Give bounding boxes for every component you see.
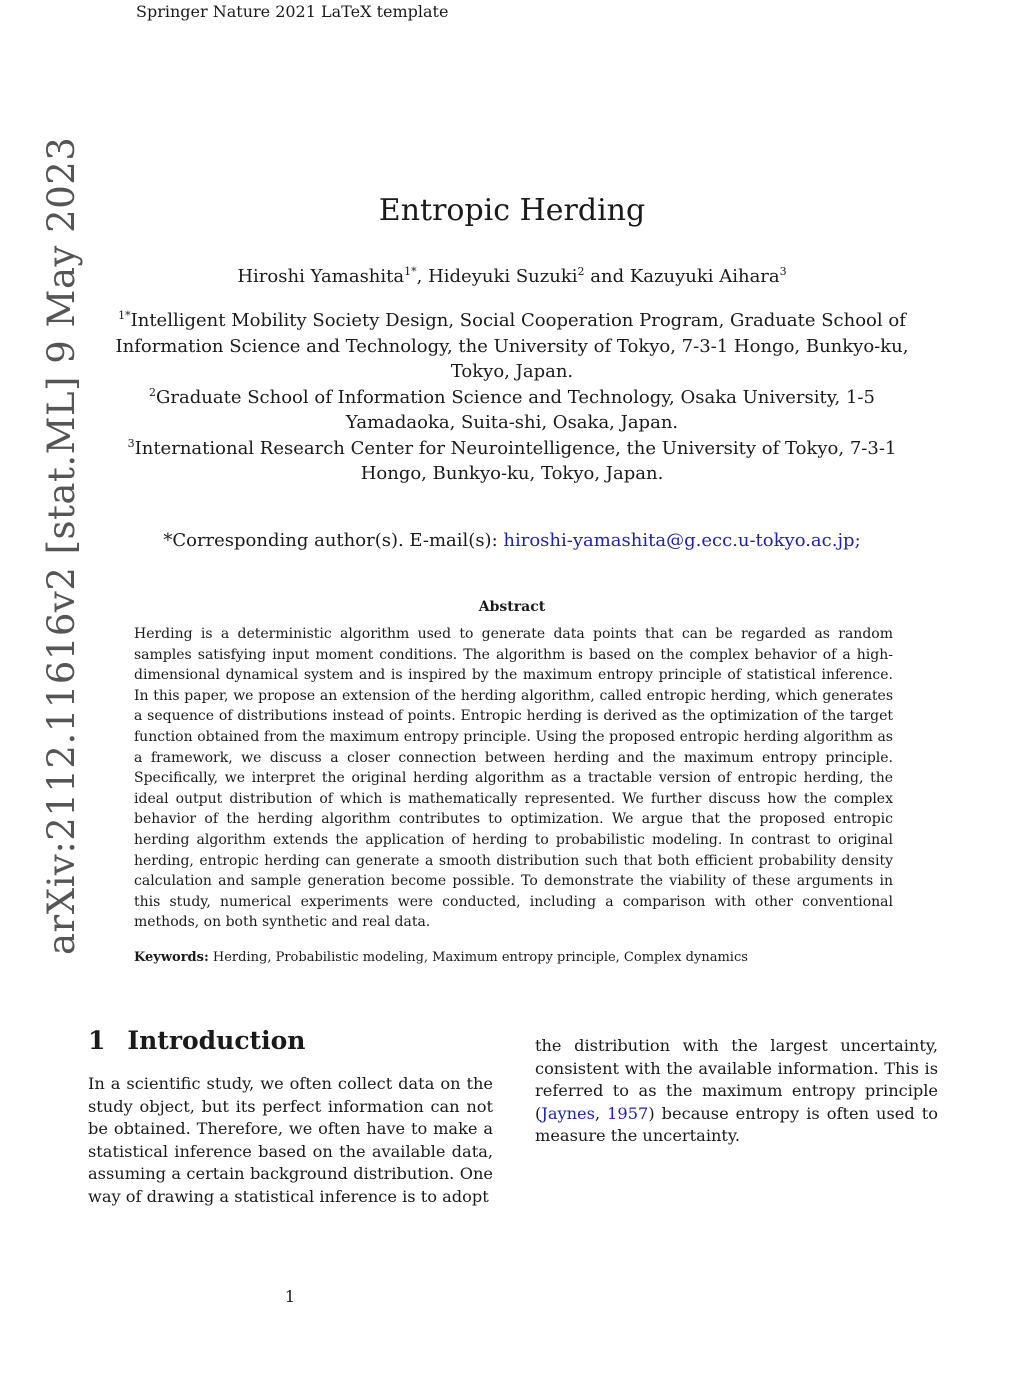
affiliation-mark: 2 bbox=[149, 385, 157, 399]
intro-left-column: In a scientific study, we often collect data on the study object, but its perfect information can not be obtained. Therefore, we often have to make a statistical inference based on the available data, assuming a certain background distribution. One way of drawing a statistical inference is to adopt bbox=[88, 1074, 493, 1206]
section-heading bbox=[88, 1026, 305, 1055]
author-name: Kazuyuki Aihara bbox=[629, 266, 780, 287]
affiliation bbox=[110, 308, 914, 385]
author-separator: and bbox=[584, 266, 630, 287]
running-head bbox=[136, 2, 448, 21]
abstract-heading: Abstract bbox=[478, 599, 546, 615]
section-title: Introduction bbox=[127, 1026, 306, 1055]
author-name: Hiroshi Yamashita bbox=[237, 266, 405, 287]
author-mark: 2 bbox=[577, 265, 585, 278]
keywords-text: Herding, Probabilistic modeling, Maximum entropy principle, Complex dynamics bbox=[212, 950, 748, 965]
paper-title: Entropic Herding bbox=[378, 193, 646, 228]
affiliation-text: Graduate School of Information Science and Technology, Osaka University, 1-5 Yamadaoka, Suita-shi, Osaka, Japan. bbox=[156, 386, 875, 433]
intro-right-text: the distribution with the largest uncertainty, consistent with the available information. This is referred to as the maximum entropy principle ( bbox=[535, 1036, 938, 1123]
affiliation bbox=[110, 385, 914, 436]
corresponding-author bbox=[0, 530, 1024, 551]
affiliations bbox=[110, 308, 914, 487]
intro-right-text-end: ) because entropy is often used to measure the uncertainty. bbox=[535, 1103, 938, 1146]
affiliation-text: International Research Center for Neurointelligence, the University of Tokyo, 7-3-1 Hongo, Bunkyo-ku, Tokyo, Japan. bbox=[134, 437, 897, 484]
arxiv-identifier: arXiv:2112.11616v2 [stat.ML] 9 May 2023 bbox=[40, 136, 83, 955]
author-mark: 3 bbox=[779, 265, 787, 278]
author-name: Hideyuki Suzuki bbox=[428, 266, 578, 287]
keywords bbox=[134, 950, 914, 965]
latex-label: LaTeX bbox=[321, 2, 372, 21]
corresponding-label: *Corresponding author(s). E-mail(s): bbox=[163, 530, 498, 551]
citation-year-link[interactable]: 1957 bbox=[607, 1103, 649, 1123]
author-list bbox=[0, 266, 1024, 287]
intro-right-column bbox=[535, 1035, 938, 1148]
email-link[interactable]: hiroshi-yamashita@g.ecc.u-tokyo.ac.jp bbox=[503, 530, 855, 551]
author-separator: , bbox=[416, 266, 429, 287]
section-number: 1 bbox=[88, 1026, 106, 1055]
citation-separator: , bbox=[594, 1103, 608, 1123]
affiliation-mark: 1* bbox=[118, 309, 131, 322]
affiliation-text: Intelligent Mobility Society Design, Social Cooperation Program, Graduate School of Information Science and Technology, the University of Tokyo, 7-3-1 Hongo, Bunkyo-ku, Tokyo, Japan. bbox=[115, 310, 909, 382]
citation-author-link[interactable]: Jaynes bbox=[541, 1103, 595, 1123]
running-head-suffix: template bbox=[376, 2, 449, 21]
page-number: 1 bbox=[284, 1287, 296, 1306]
keywords-label: Keywords: bbox=[134, 950, 209, 965]
affiliation bbox=[110, 436, 914, 487]
running-head-prefix: Springer Nature 2021 bbox=[136, 2, 316, 21]
affiliation-mark: 3 bbox=[127, 436, 135, 450]
email-tail: ; bbox=[854, 530, 861, 551]
abstract-body: Herding is a deterministic algorithm used to generate data points that can be regarded as random samples satisfying input moment conditions. The algorithm is based on the complex behavior of a high-dimensional dynamical system and is inspired by the maximum entropy principle of statistical inference. In this paper, we propose an extension of the herding algorithm, called entropic herding, which generates a sequence of distributions instead of points. Entropic herding is derived as the optimization of the target function obtained from the maximum entropy principle. Using the proposed entropic herding algorithm as a framework, we discuss a closer connection between herding and the maximum entropy principle. Specifically, we interpret the original herding algorithm as a tractable version of entropic herding, the ideal output distribution of which is mathematically represented. We further discuss how the complex behavior of the herding algorithm contributes to optimization. We argue that the proposed entropic herding algorithm extends the application of herding to probabilistic modeling. In contrast to original herding, entropic herding can generate a smooth distribution such that both efficient probability density calculation and sample generation become possible. To demonstrate the viability of these arguments in this study, numerical experiments were conducted, including a comparison with other conventional methods, on both synthetic and real data. bbox=[134, 626, 893, 931]
author-mark: 1* bbox=[404, 265, 417, 278]
